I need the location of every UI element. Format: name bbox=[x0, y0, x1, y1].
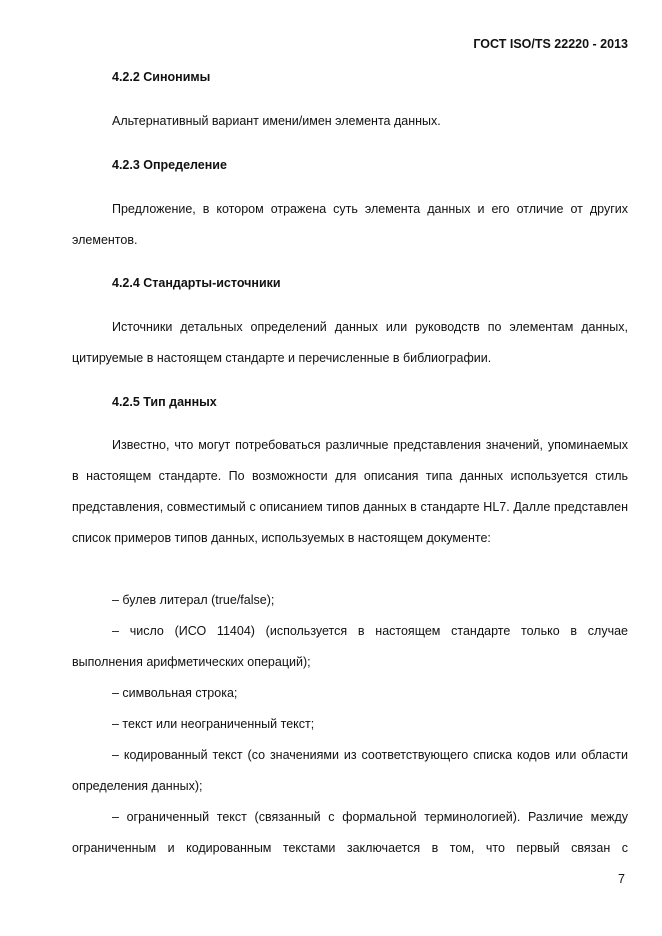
section-heading-source-standards: 4.2.4 Стандарты-источники bbox=[112, 276, 281, 290]
list-item-coded-text: – кодированный текст (со значениями из соответствующего списка кодов или области определения данных); bbox=[72, 748, 628, 793]
paragraph-data-type-intro: Известно, что могут потребоваться различные представления значений, упоминаемых в настоящем стандарте. По возможности для описания типа данных используется стиль представления, совместимый с описанием типов данных в стандарте HL7. Далле представлен список примеров типов данных, используемых в настоящем документе: bbox=[72, 438, 628, 545]
list-item-boolean: – булев литерал (true/false); bbox=[112, 593, 275, 607]
list-item-number: – число (ИСО 11404) (используется в настоящем стандарте только в случае выполнения арифметических операций); bbox=[72, 624, 628, 669]
paragraph-definition: Предложение, в котором отражена суть элемента данных и его отличие от других элементов. bbox=[72, 202, 628, 247]
list-item-constrained-text: – ограниченный текст (связанный с формальной терминологией). Различие между ограниченным и кодированным текстами заключается в том, что первый связан с bbox=[72, 810, 628, 855]
page-number: 7 bbox=[618, 872, 625, 886]
list-item-string: – символьная строка; bbox=[112, 686, 238, 700]
list-item-text: – текст или неограниченный текст; bbox=[112, 717, 315, 731]
section-heading-definition: 4.2.3 Определение bbox=[112, 158, 227, 172]
paragraph-synonyms: Альтернативный вариант имени/имен элемента данных. bbox=[112, 114, 441, 128]
section-heading-synonyms: 4.2.2 Синонимы bbox=[112, 70, 211, 84]
paragraph-source-standards: Источники детальных определений данных или руководств по элементам данных, цитируемые в настоящем стандарте и перечисленные в библиографии. bbox=[72, 320, 628, 365]
document-header: ГОСТ ISO/TS 22220 - 2013 bbox=[473, 37, 628, 51]
section-heading-data-type: 4.2.5 Тип данных bbox=[112, 395, 217, 409]
